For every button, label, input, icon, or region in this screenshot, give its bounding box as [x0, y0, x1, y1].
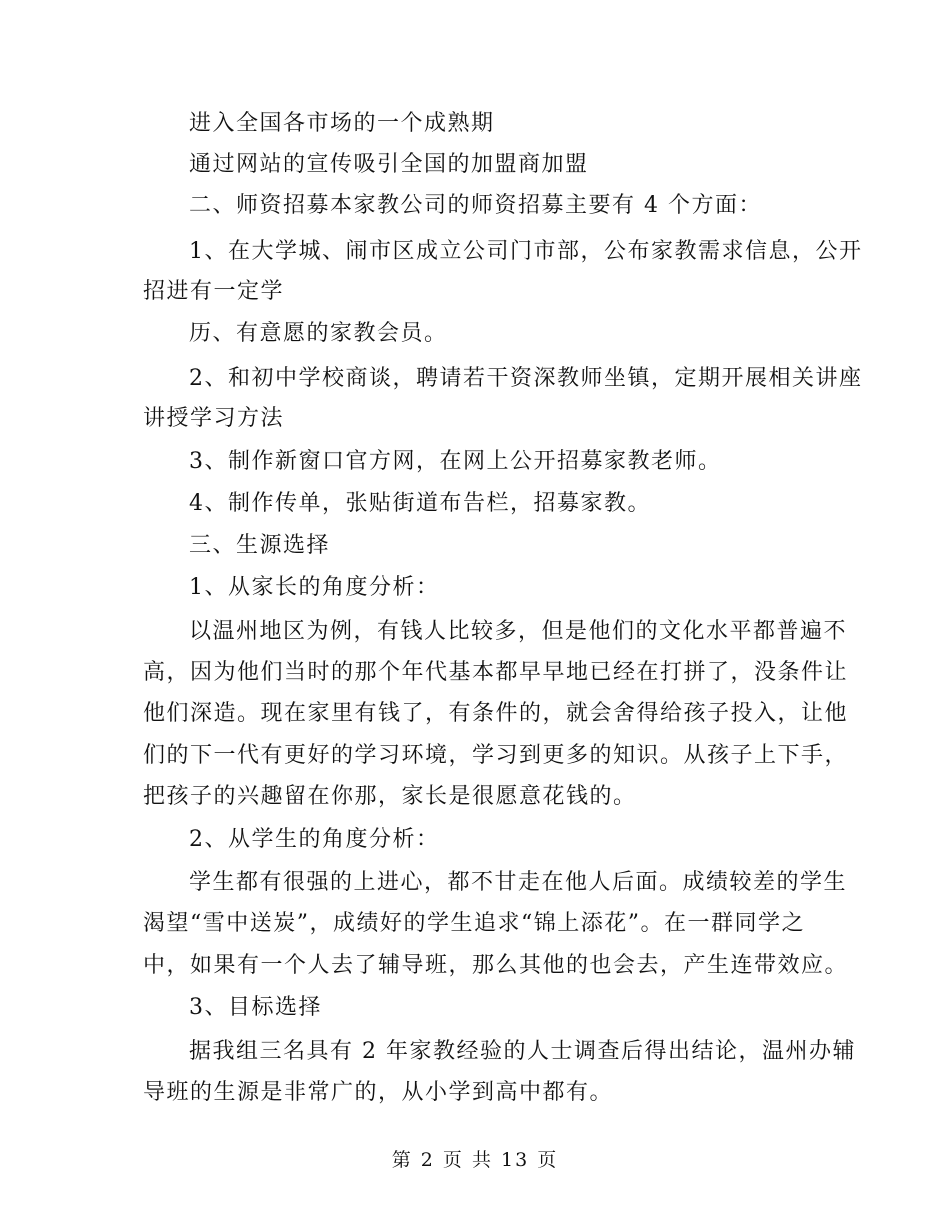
text-line: 二、师资招募本家教公司的师资招募主要有 4 个方面： — [189, 193, 762, 218]
text-line: 3、目标选择 — [189, 995, 322, 1020]
text-line: 们的下一代有更好的学习环境，学习到更多的知识。从孩子上下手， — [143, 743, 849, 768]
text-line: 导班的生源是非常广的，从小学到高中都有。 — [143, 1080, 614, 1105]
text-line: 历、有意愿的家教会员。 — [189, 321, 448, 346]
text-line: 以温州地区为例，有钱人比较多，但是他们的文化水平都普遍不 — [189, 619, 848, 644]
text-line: 高，因为他们当时的那个年代基本都早早地已经在打拼了，没条件让 — [143, 660, 849, 685]
text-line: 三、生源选择 — [189, 533, 331, 558]
text-line: 1、在大学城、闹市区成立公司门市部，公布家教需求信息，公开 — [189, 239, 863, 264]
text-line: 渴望“雪中送炭”，成绩好的学生追求“锦上添花”。在一群同学之 — [143, 911, 805, 936]
text-line: 进入全国各市场的一个成熟期 — [189, 111, 495, 136]
text-line: 学生都有很强的上进心，都不甘走在他人后面。成绩较差的学生 — [189, 870, 848, 895]
text-line: 3、制作新窗口官方网，在网上公开招募家教老师。 — [189, 449, 722, 474]
text-line: 通过网站的宣传吸引全国的加盟商加盟 — [189, 152, 589, 177]
text-line: 讲授学习方法 — [143, 406, 285, 431]
text-line: 中，如果有一个人去了辅导班，那么其他的也会去，产生连带效应。 — [143, 953, 849, 978]
text-line: 4、制作传单，张贴街道布告栏，招募家教。 — [189, 491, 651, 516]
text-line: 1、从家长的角度分析： — [189, 575, 440, 600]
text-line: 他们深造。现在家里有钱了，有条件的，就会舍得给孩子投入，让他 — [143, 701, 849, 726]
text-line: 2、从学生的角度分析： — [189, 827, 440, 852]
page-number-footer: 第 2 页 共 13 页 — [391, 1149, 559, 1171]
text-line: 招进有一定学 — [143, 279, 285, 304]
text-line: 2、和初中学校商谈，聘请若干资深教师坐镇，定期开展相关讲座 — [189, 366, 863, 391]
text-line: 把孩子的兴趣留在你那，家长是很愿意花钱的。 — [143, 784, 637, 809]
text-line: 据我组三名具有 2 年家教经验的人士调查后得出结论，温州办辅 — [189, 1039, 856, 1064]
